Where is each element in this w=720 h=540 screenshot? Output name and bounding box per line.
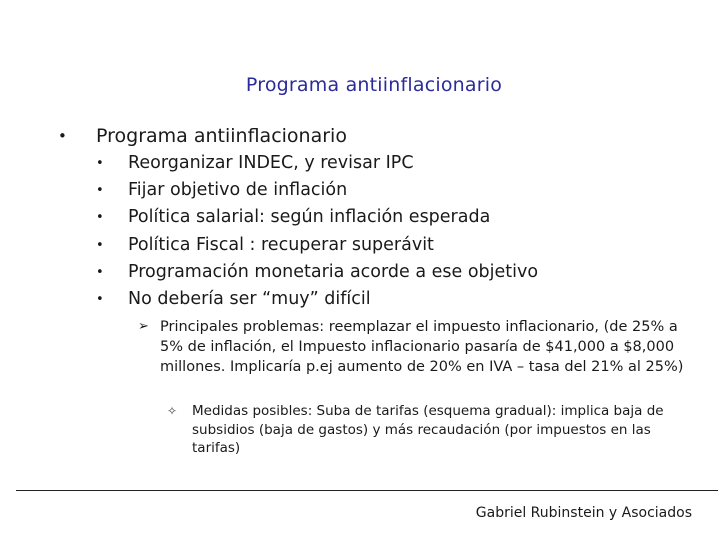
bullet-icon: • xyxy=(96,264,104,280)
arrow-bullet-icon: ➢ xyxy=(138,319,149,334)
sub-point-text: Principales problemas: reemplazar el impuesto inflacionario, (de 25% a 5% de inflación, el Impuesto inflacionario pasaría de $41,000 a $8,000 millones. Implicaría p.ej aumento de 20% en IVA – tasa del 21% al 25%) xyxy=(160,319,684,375)
heading-bullet-icon: • xyxy=(58,127,67,145)
heading-text: Programa antiinflacionario xyxy=(96,125,347,147)
sub-sub-point-text: Medidas posibles: Suba de tarifas (esquema gradual): implica baja de subsidios (baja de gastos) y más recaudación (por impuestos en las tarifas) xyxy=(192,403,664,456)
bullet-icon: • xyxy=(96,237,104,253)
bullet-icon: • xyxy=(96,156,104,171)
list-item-text: Fijar objetivo de inflación xyxy=(128,180,348,201)
list-item-text: Política Fiscal : recuperar superávit xyxy=(128,234,434,255)
list-item-text: Programación monetaria acorde a ese objetivo xyxy=(128,261,539,282)
bullet-icon: • xyxy=(96,183,104,199)
slide-title: Programa antiinflacionario xyxy=(245,74,503,96)
bullet-icon: • xyxy=(96,291,104,307)
footer-divider xyxy=(16,490,718,491)
list-item-text: Reorganizar INDEC, y revisar IPC xyxy=(128,153,414,173)
list-item-text: Política salarial: según inflación esperada xyxy=(128,207,491,228)
list-item-text: No debería ser “muy” difícil xyxy=(128,288,371,309)
bullet-icon: • xyxy=(96,210,104,226)
diamond-bullet-icon: ✧ xyxy=(167,404,178,418)
footer-credit: Gabriel Rubinstein y Asociados xyxy=(475,505,692,521)
